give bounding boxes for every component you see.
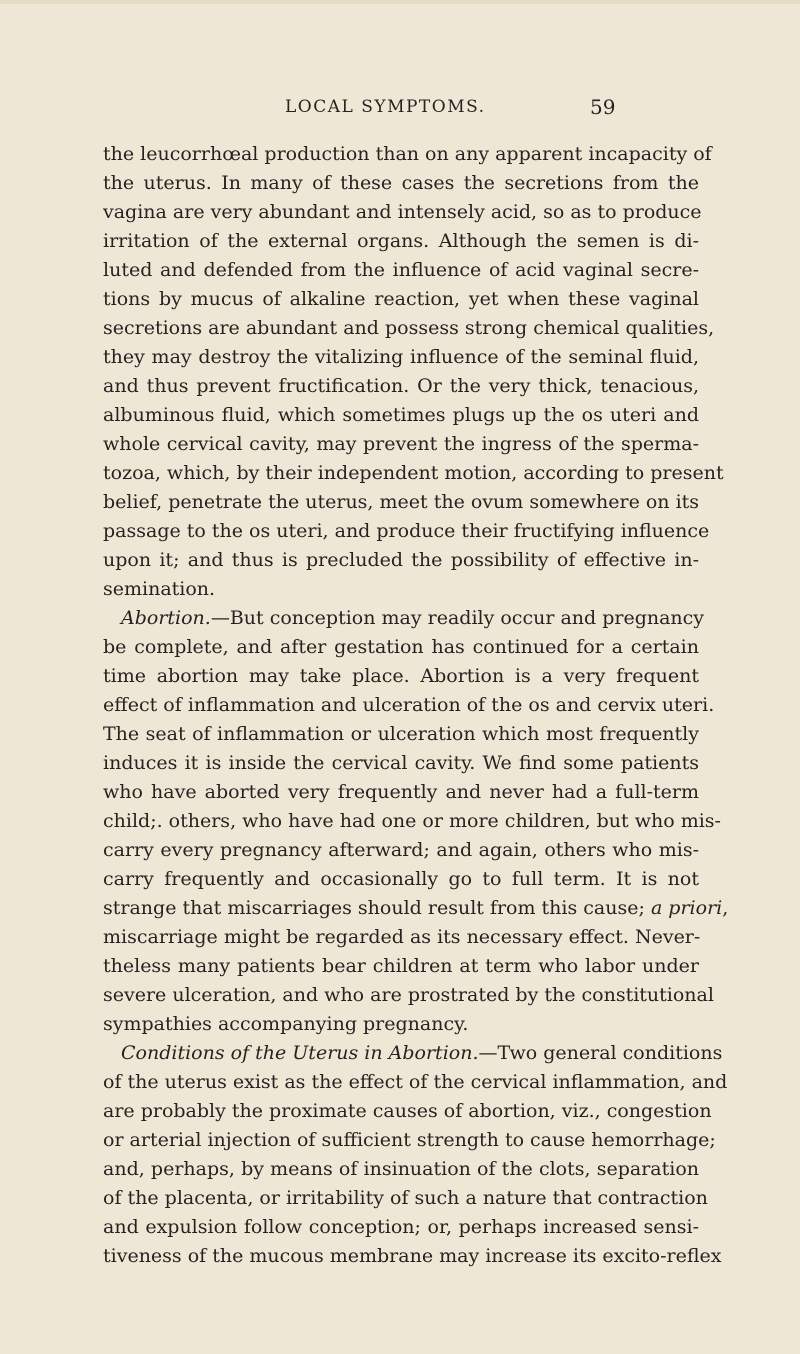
text-line: whole cervical cavity, may prevent the ingress of the sperma- (103, 433, 699, 455)
running-title: LOCAL SYMPTOMS. (285, 97, 486, 117)
text-line: and thus prevent fructification. Or the very thick, tenacious, (103, 375, 699, 397)
text-line: luted and defended from the influence of acid vaginal secre- (103, 259, 699, 281)
text-line: and expulsion follow conception; or, perhaps increased sensi- (103, 1216, 699, 1238)
text-line: miscarriage might be regarded as its necessary effect. Never- (103, 926, 701, 948)
text-line: the leucorrhœal production than on any apparent incapacity of (103, 143, 712, 165)
text-line: tozoa, which, by their independent motion, according to present (103, 462, 724, 484)
text-line: time abortion may take place. Abortion is a very frequent (103, 665, 699, 687)
running-head (0, 97, 800, 119)
text-line: strange that miscarriages should result from this cause; a priori, (103, 897, 729, 919)
text-line: belief, penetrate the uterus, meet the ovum somewhere on its (103, 491, 700, 513)
text-line: tiveness of the mucous membrane may increase its excito-reflex (103, 1245, 722, 1267)
text-line: and, perhaps, by means of insinuation of the clots, separation (103, 1158, 699, 1180)
text-line: they may destroy the vitalizing influence of the seminal fluid, (103, 346, 699, 368)
text-line: semination. (103, 578, 216, 600)
section-start-abortion: Abortion.—But conception may readily occur and pregnancy (121, 607, 705, 629)
text-line: severe ulceration, and who are prostrated by the constitutional (103, 984, 714, 1006)
text-line: who have aborted very frequently and never had a full-term (103, 781, 699, 803)
text-line: be complete, and after gestation has continued for a certain (103, 636, 699, 658)
text-line: vagina are very abundant and intensely acid, so as to produce (103, 201, 702, 223)
text-line: theless many patients bear children at term who labor under (103, 955, 699, 977)
text-line: passage to the os uteri, and produce their fructifying influence (103, 520, 710, 542)
page-top-edge (0, 0, 800, 4)
text-line: carry every pregnancy afterward; and again, others who mis- (103, 839, 699, 861)
text-line: tions by mucus of alkaline reaction, yet when these vaginal (103, 288, 699, 310)
section-start-conditions: Conditions of the Uterus in Abortion.—Two general conditions (121, 1042, 723, 1064)
text-line: child;. others, who have had one or more children, but who mis- (103, 810, 721, 832)
text-line: effect of inflammation and ulceration of the os and cervix uteri. (103, 694, 715, 716)
text-line: upon it; and thus is precluded the possibility of effective in- (103, 549, 699, 571)
text-line: albuminous fluid, which sometimes plugs up the os uteri and (103, 404, 699, 426)
text-line: carry frequently and occasionally go to full term. It is not (103, 868, 699, 890)
text-line: sympathies accompanying pregnancy. (103, 1013, 469, 1035)
page-number: 59 (590, 95, 616, 119)
text-line: or arterial injection of sufficient strength to cause hemorrhage; (103, 1129, 716, 1151)
text-line: secretions are abundant and possess strong chemical qualities, (103, 317, 715, 339)
text-line: irritation of the external organs. Although the semen is di- (103, 230, 699, 252)
text-line: of the placenta, or irritability of such a nature that contraction (103, 1187, 708, 1209)
text-line: are probably the proximate causes of abortion, viz., congestion (103, 1100, 712, 1122)
text-line: induces it is inside the cervical cavity. We find some patients (103, 752, 699, 774)
text-line: of the uterus exist as the effect of the cervical inflammation, and (103, 1071, 728, 1093)
text-line: The seat of inflammation or ulceration which most frequently (103, 723, 699, 745)
text-line: the uterus. In many of these cases the secretions from the (103, 172, 699, 194)
